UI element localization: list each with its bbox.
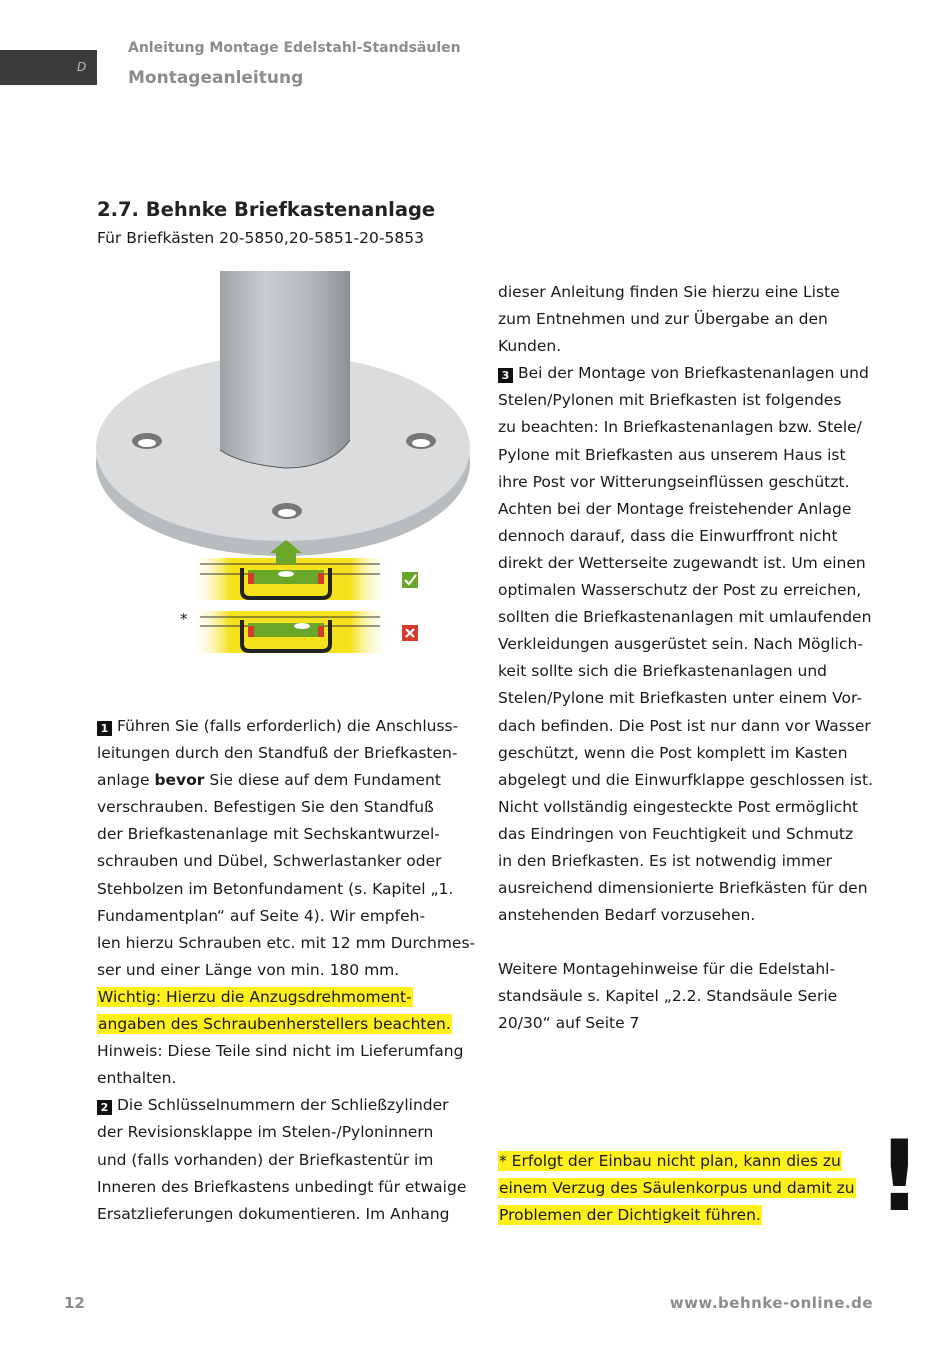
text-line: standsäule s. Kapitel „2.2. Standsäule Serie (498, 987, 838, 1006)
text-line: anlage bevor Sie diese auf dem Fundament (97, 771, 441, 790)
text-line: ser und einer Länge von min. 180 mm. (97, 960, 400, 979)
text-line: Inneren des Briefkastens unbedingt für etwaige (97, 1177, 467, 1196)
page-number: 12 (64, 1294, 85, 1312)
text-line: Ersatzlieferungen dokumentieren. Im Anhang (97, 1204, 450, 1223)
text-line: 1 Führen Sie (falls erforderlich) die Anschluss- (97, 713, 475, 740)
text-line: zum Entnehmen und zur Übergabe an den (498, 310, 828, 329)
text-line: in den Briefkasten. Es ist notwendig immer (498, 851, 832, 870)
text-line: Fundamentplan“ auf Seite 4). Wir empfeh- (97, 906, 426, 925)
warning-note (498, 1148, 856, 1229)
text-line: dach befinden. Die Post ist nur dann vor Wasser (498, 716, 871, 735)
text-line: enthalten. (97, 1069, 177, 1088)
step-2-badge: 2 (97, 1100, 112, 1115)
text-line: keit sollte sich die Briefkastenanlagen und (498, 662, 828, 681)
text-line: Verkleidungen ausgerüstet sein. Nach Möglich- (498, 635, 863, 654)
text-line: dieser Anleitung finden Sie hierzu eine Liste (498, 283, 840, 301)
text-line: verschrauben. Befestigen Sie den Standfuß (97, 798, 434, 817)
text-line: Weitere Montagehinweise für die Edelstahl- (498, 960, 836, 979)
warning-line: einem Verzug des Säulenkorpus und damit zu (499, 1179, 855, 1198)
text-line: ihre Post vor Witterungseinflüssen geschützt. (498, 472, 850, 491)
text-line: abgelegt und die Einwurfklappe geschlossen ist. (498, 770, 874, 789)
language-tab (0, 50, 97, 85)
text-line: Nicht vollständig eingesteckte Post ermöglicht (498, 797, 859, 816)
highlight-line: angaben des Schraubenherstellers beachten. (98, 1015, 451, 1034)
base-plate-illustration (90, 268, 490, 668)
text-line: sollten die Briefkastenanlagen mit umlaufenden (498, 608, 872, 627)
chapter-heading: 2.7. Behnke Briefkastenanlage (97, 198, 436, 221)
text-line: der Briefkastenanlage mit Sechskantwurzel- (97, 825, 440, 844)
text-line: ausreichend dimensionierte Briefkästen für den (498, 879, 868, 898)
website-url: www.behnke-online.de (669, 1294, 873, 1312)
step-3-badge: 3 (498, 368, 513, 383)
text-line: Stelen/Pylonen mit Briefkasten ist folgendes (498, 391, 842, 410)
figure-asterisk: * (180, 610, 188, 628)
text-line: Kunden. (498, 337, 562, 356)
post (220, 271, 350, 468)
text-line: len hierzu Schrauben etc. mit 12 mm Durchmes- (97, 933, 476, 952)
chapter-subheading: Für Briefkästen 20-5850,20-5851-20-5853 (97, 229, 424, 247)
text-line: Achten bei der Montage freistehender Anlage (498, 499, 852, 518)
text-line: optimalen Wasserschutz der Post zu erreichen, (498, 581, 862, 600)
highlight-line: Wichtig: Hierzu die Anzugsdrehmoment- (98, 987, 412, 1006)
emphasis-bevor: bevor (154, 771, 205, 790)
left-column (97, 713, 475, 1228)
step-1-badge: 1 (97, 721, 112, 736)
text-line: leitungen durch den Standfuß der Briefkasten- (97, 744, 458, 763)
warning-line: Problemen der Dichtigkeit führen. (499, 1206, 761, 1225)
language-tab-label: D (77, 60, 87, 74)
text-line: geschützt, wenn die Post komplett im Kasten (498, 743, 848, 762)
warning-line: * Erfolgt der Einbau nicht plan, kann dies zu (499, 1152, 841, 1170)
exclamation-icon: ! (877, 1120, 922, 1234)
text-line: Pylone mit Briefkasten aus unserem Haus ist (498, 445, 846, 464)
text-line: das Eindringen von Feuchtigkeit und Schmutz (498, 824, 854, 843)
text-line: schrauben und Dübel, Schwerlastanker oder (97, 852, 442, 871)
text-line: der Revisionsklappe im Stelen-/Pyloninnern (97, 1123, 434, 1142)
right-column (498, 279, 873, 1038)
text-line: direkt der Wetterseite zugewandt ist. Um einen (498, 553, 866, 572)
document-title: Anleitung Montage Edelstahl-Standsäulen (128, 40, 461, 56)
text-line: 20/30“ auf Seite 7 (498, 1014, 640, 1033)
check-icon (402, 572, 418, 588)
text-line: Stelen/Pylone mit Briefkasten unter einem Vor- (498, 689, 862, 708)
text-line: und (falls vorhanden) der Briefkastentür im (97, 1150, 434, 1169)
text-line: 2 Die Schlüsselnummern der Schließzylinder (97, 1092, 475, 1119)
text-line: Stehbolzen im Betonfundament (s. Kapitel „1. (97, 879, 454, 898)
text-line: 3 Bei der Montage von Briefkastenanlagen und (498, 360, 873, 387)
text-line: Hinweis: Diese Teile sind nicht im Lieferumfang (97, 1042, 464, 1061)
text-line: anstehenden Bedarf vorzusehen. (498, 906, 756, 925)
section-title: Montageanleitung (128, 68, 304, 88)
text-line: dennoch darauf, dass die Einwurffront nicht (498, 526, 838, 545)
text-line: zu beachten: In Briefkastenanlagen bzw. Stele/ (498, 418, 862, 437)
